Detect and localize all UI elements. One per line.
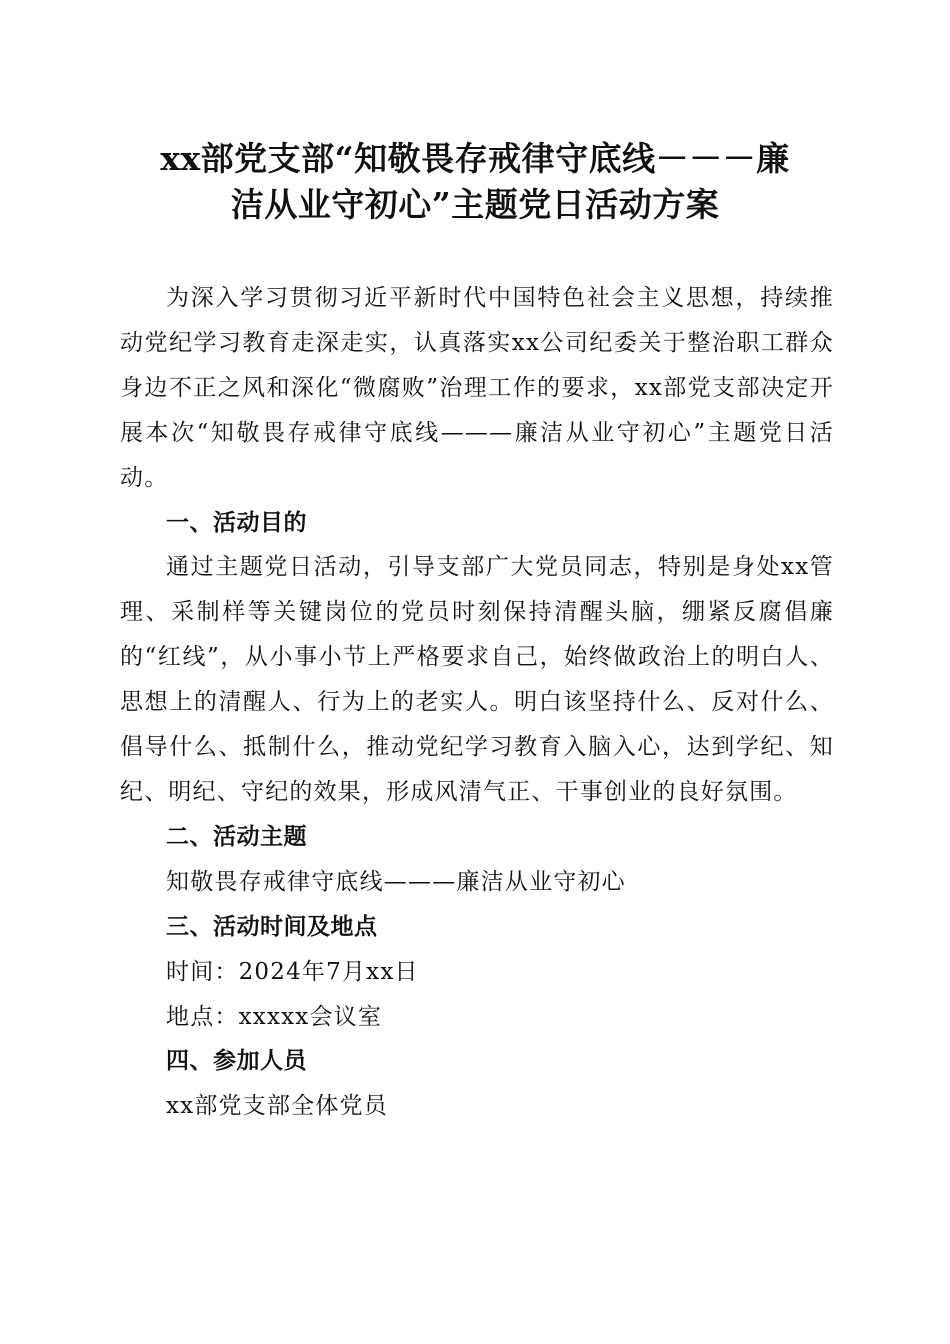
intro-paragraph: 为深入学习贯彻习近平新时代中国特色社会主义思想，持续推动党纪学习教育走深走实，认真落实xx公司纪委关于整治职工群众身边不正之风和深化“微腐败”治理工作的要求，xx部党支部决定开展本次“知敬畏存戒律守底线———廉洁从业守初心”主题党日活动。 — [120, 285, 834, 491]
activity-place: 地点：xxxxx会议室 — [166, 1003, 383, 1030]
section-heading-theme: 二、活动主题 — [166, 823, 307, 850]
document-title — [100, 136, 850, 228]
section-heading-participants: 四、参加人员 — [166, 1048, 307, 1075]
activity-time: 时间：2024年7月xx日 — [166, 958, 419, 985]
purpose-paragraph: 通过主题党日活动，引导支部广大党员同志，特别是身处xx管理、采制样等关键岗位的党员时刻保持清醒头脑，绷紧反腐倡廉的“红线”，从小事小节上严格要求自己，始终做政治上的明白人、思想上的清醒人、行为上的老实人。明白该坚持什么、反对什么、倡导什么、抵制什么，推动党纪学习教育入脑入心，达到学纪、知纪、明纪、守纪的效果，形成风清气正、干事创业的良好氛围。 — [120, 554, 834, 805]
section-heading-time-place: 三、活动时间及地点 — [166, 913, 378, 940]
theme-text: 知敬畏存戒律守底线———廉洁从业守初心 — [166, 868, 626, 895]
title-line-1: xx部党支部“知敬畏存戒律守底线－－－廉 — [160, 139, 790, 178]
participants-text: xx部党支部全体党员 — [166, 1093, 388, 1120]
section-heading-purpose: 一、活动目的 — [166, 509, 307, 536]
document-body — [120, 276, 834, 1129]
title-line-2: 洁从业守初心”主题党日活动方案 — [230, 185, 720, 224]
